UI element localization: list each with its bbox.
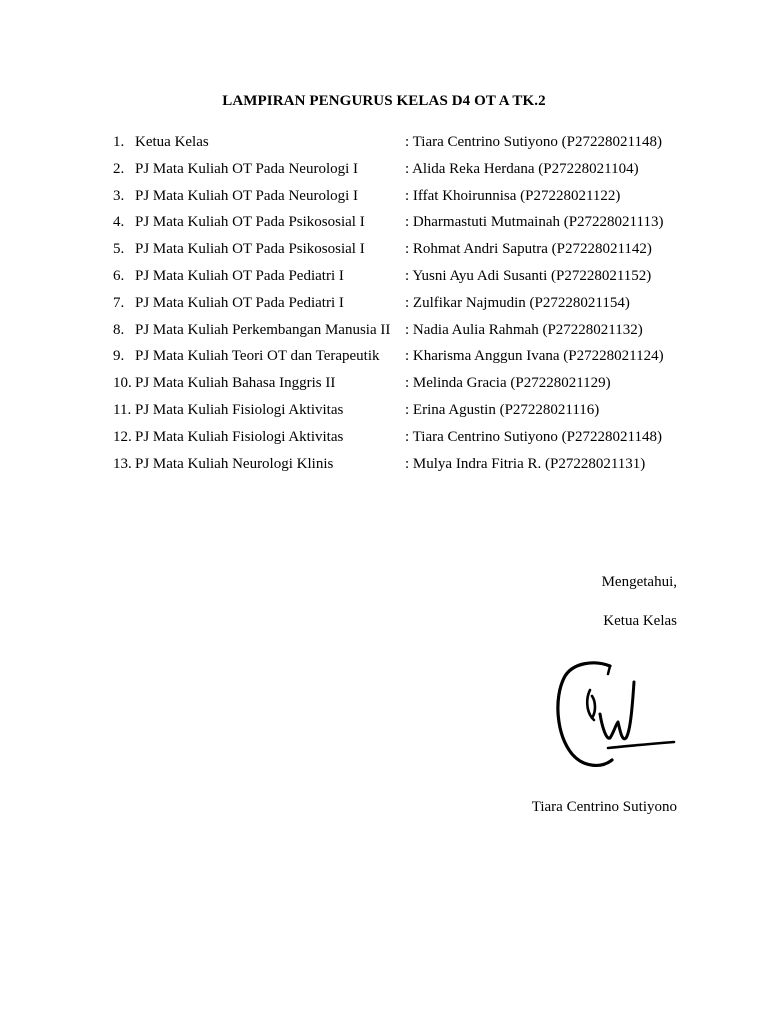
list-item: [113, 451, 713, 478]
member-name: : Iffat Khoirunnisa (P27228021122): [405, 187, 621, 204]
member-list: [113, 129, 713, 477]
page-title: LAMPIRAN PENGURUS KELAS D4 OT A TK.2: [222, 93, 546, 109]
list-item: [113, 317, 713, 344]
item-number: 12.: [113, 428, 132, 445]
member-role: PJ Mata Kuliah Teori OT dan Terapeutik: [135, 348, 380, 365]
member-role: PJ Mata Kuliah OT Pada Pediatri I: [135, 267, 344, 284]
item-number: 9.: [113, 348, 125, 365]
list-item: [113, 183, 713, 210]
item-number: 3.: [113, 187, 125, 204]
item-number: 10.: [113, 375, 132, 392]
item-number: 8.: [113, 321, 125, 338]
list-item: [113, 343, 713, 370]
member-role: PJ Mata Kuliah Fisiologi Aktivitas: [135, 401, 344, 418]
list-item: [113, 236, 713, 263]
acknowledged-text: Mengetahui,: [601, 574, 677, 590]
member-role: PJ Mata Kuliah Perkembangan Manusia II: [135, 321, 391, 338]
list-item: [113, 156, 713, 183]
member-name: : Kharisma Anggun Ivana (P27228021124): [405, 348, 664, 365]
list-item: [113, 370, 713, 397]
list-item: [113, 397, 713, 424]
member-name: : Tiara Centrino Sutiyono (P27228021148): [405, 134, 662, 150]
member-name: : Dharmastuti Mutmainah (P27228021113): [405, 214, 664, 231]
member-name: : Nadia Aulia Rahmah (P27228021132): [405, 321, 643, 338]
item-number: 4.: [113, 214, 125, 231]
member-name: : Erina Agustin (P27228021116): [405, 401, 600, 418]
list-item: [113, 129, 713, 156]
signature-image: [550, 652, 680, 772]
list-item: [113, 263, 713, 290]
member-name: : Rohmat Andri Saputra (P27228021142): [405, 241, 652, 258]
item-number: 1.: [113, 134, 125, 150]
member-role: Ketua Kelas: [135, 134, 209, 150]
item-number: 2.: [113, 160, 125, 177]
member-name: : Tiara Centrino Sutiyono (P27228021148): [405, 428, 662, 445]
member-name: : Yusni Ayu Adi Susanti (P27228021152): [405, 267, 652, 284]
member-role: PJ Mata Kuliah OT Pada Pediatri I: [135, 294, 344, 311]
member-role: PJ Mata Kuliah OT Pada Neurologi I: [135, 160, 359, 177]
member-name: : Alida Reka Herdana (P27228021104): [405, 160, 639, 177]
member-role: PJ Mata Kuliah OT Pada Psikososial I: [135, 241, 365, 258]
member-name: : Zulfikar Najmudin (P27228021154): [405, 294, 630, 311]
signer-name: Tiara Centrino Sutiyono: [531, 799, 677, 815]
item-number: 11.: [113, 401, 132, 418]
item-number: 7.: [113, 294, 125, 311]
item-number: 5.: [113, 241, 125, 258]
list-item: [113, 209, 713, 236]
list-item: [113, 290, 713, 317]
member-name: : Mulya Indra Fitria R. (P27228021131): [405, 455, 646, 472]
item-number: 13.: [113, 455, 132, 472]
member-role: PJ Mata Kuliah Bahasa Inggris II: [135, 375, 336, 392]
member-role: PJ Mata Kuliah OT Pada Psikososial I: [135, 214, 365, 231]
member-role: PJ Mata Kuliah Neurologi Klinis: [135, 455, 334, 472]
member-role: PJ Mata Kuliah OT Pada Neurologi I: [135, 187, 359, 204]
list-item: [113, 424, 713, 451]
signoff-role: Ketua Kelas: [603, 613, 677, 629]
item-number: 6.: [113, 267, 125, 284]
member-name: : Melinda Gracia (P27228021129): [405, 375, 611, 392]
member-role: PJ Mata Kuliah Fisiologi Aktivitas: [135, 428, 344, 445]
